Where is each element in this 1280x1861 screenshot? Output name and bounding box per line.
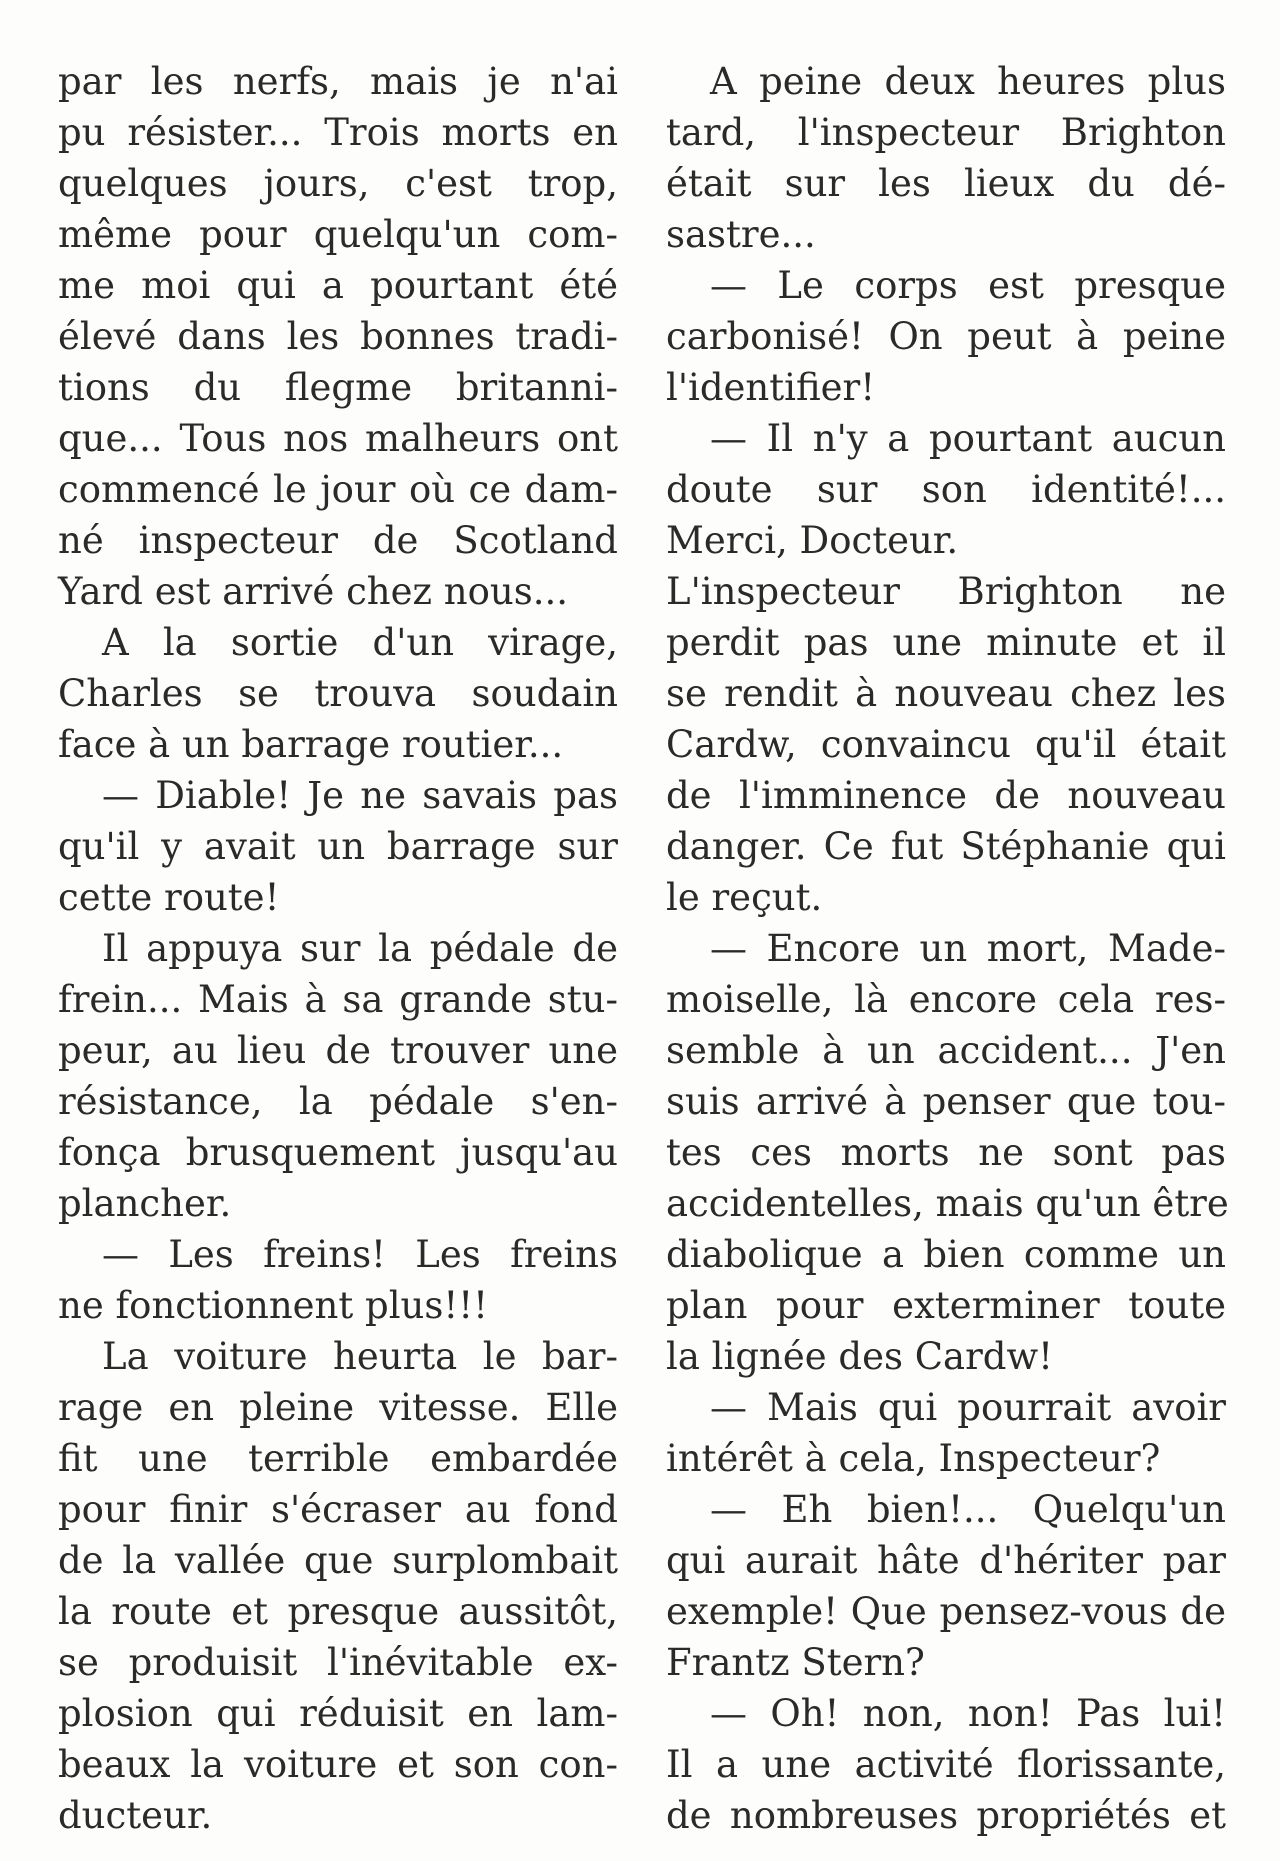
text-line: A la sortie d'un virage, <box>102 621 618 664</box>
text-line: diabolique a bien comme un <box>666 1233 1226 1276</box>
text-line: moiselle, là encore cela res- <box>666 978 1226 1021</box>
text-line: La voiture heurta le bar- <box>102 1335 618 1378</box>
text-line: quelques jours, c'est trop, <box>58 162 618 205</box>
text-line: beaux la voiture et son con- <box>58 1743 618 1786</box>
text-line: — Eh bien!... Quelqu'un <box>710 1488 1226 1531</box>
text-line: de nombreuses propriétés et <box>666 1794 1226 1837</box>
text-line: — Encore un mort, Made- <box>710 927 1226 970</box>
text-line: Merci, Docteur. <box>666 519 959 562</box>
text-line: carbonisé! On peut à peine <box>666 315 1226 358</box>
text-line: commencé le jour où ce dam- <box>58 468 618 511</box>
text-line: était sur les lieux du dé- <box>666 162 1226 205</box>
text-line: frein... Mais à sa grande stu- <box>58 978 618 1021</box>
text-line: Yard est arrivé chez nous... <box>58 570 568 613</box>
right-column <box>666 56 1229 1841</box>
text-line: danger. Ce fut Stéphanie qui <box>666 825 1226 868</box>
text-line: perdit pas une minute et il <box>666 621 1226 664</box>
text-line: L'inspecteur Brighton ne <box>666 570 1226 613</box>
text-line: qu'il y avait un barrage sur <box>58 825 618 868</box>
text-line: — Mais qui pourrait avoir <box>710 1386 1226 1429</box>
text-line: de la vallée que surplombait <box>58 1539 618 1582</box>
text-line: peur, au lieu de trouver une <box>58 1029 618 1072</box>
text-line: pour finir s'écraser au fond <box>58 1488 618 1531</box>
text-line: se produisit l'inévitable ex- <box>58 1641 618 1684</box>
text-line: qui aurait hâte d'hériter par <box>666 1539 1226 1582</box>
text-line: me moi qui a pourtant été <box>58 264 618 307</box>
text-line: se rendit à nouveau chez les <box>666 672 1226 715</box>
text-line: élevé dans les bonnes tradi- <box>58 315 618 358</box>
text-line: la lignée des Cardw! <box>666 1335 1054 1378</box>
text-line: tions du flegme britanni- <box>58 366 618 409</box>
text-line: Il a une activité florissante, <box>666 1743 1226 1786</box>
text-line: — Il n'y a pourtant aucun <box>710 417 1226 460</box>
text-line: ne fonctionnent plus!!! <box>58 1284 488 1327</box>
text-line: l'identifier! <box>666 366 876 409</box>
text-line: résistance, la pédale s'en- <box>58 1080 618 1123</box>
text-line: plosion qui réduisit en lam- <box>58 1692 618 1735</box>
text-line: que... Tous nos malheurs ont <box>58 417 618 460</box>
text-line: fit une terrible embardée <box>58 1437 618 1480</box>
text-line: de l'imminence de nouveau <box>666 774 1226 817</box>
text-line: — Diable! Je ne savais pas <box>102 774 618 817</box>
text-line: plancher. <box>58 1182 232 1225</box>
text-line: — Le corps est presque <box>710 264 1226 307</box>
text-line: par les nerfs, mais je n'ai <box>58 60 618 103</box>
text-line: tes ces morts ne sont pas <box>666 1131 1226 1174</box>
text-line: fonça brusquement jusqu'au <box>58 1131 618 1174</box>
text-line: pu résister... Trois morts en <box>58 111 618 154</box>
text-line: Frantz Stern? <box>666 1641 925 1684</box>
text-line: face à un barrage routier... <box>58 723 564 766</box>
text-line: accidentelles, mais qu'un être <box>666 1182 1229 1225</box>
text-line: — Les freins! Les freins <box>102 1233 618 1276</box>
text-line: Cardw, convaincu qu'il était <box>666 723 1226 766</box>
text-line: même pour quelqu'un com- <box>58 213 618 256</box>
text-line: doute sur son identité!... <box>666 468 1226 511</box>
left-column <box>58 56 618 1841</box>
text-line: Charles se trouva soudain <box>58 672 618 715</box>
text-line: plan pour exterminer toute <box>666 1284 1226 1327</box>
text-line: Il appuya sur la pédale de <box>102 927 618 970</box>
text-line: le reçut. <box>666 876 823 919</box>
text-line: semble à un accident... J'en <box>666 1029 1226 1072</box>
text-line: ducteur. <box>58 1794 213 1837</box>
text-line: A peine deux heures plus <box>710 60 1226 103</box>
text-line: cette route! <box>58 876 280 919</box>
text-line: sastre... <box>666 213 816 256</box>
text-line: intérêt à cela, Inspecteur? <box>666 1437 1161 1480</box>
text-line: né inspecteur de Scotland <box>58 519 618 562</box>
text-line: tard, l'inspecteur Brighton <box>666 111 1226 154</box>
text-line: suis arrivé à penser que tou- <box>666 1080 1226 1123</box>
text-line: rage en pleine vitesse. Elle <box>58 1386 618 1429</box>
text-line: la route et presque aussitôt, <box>58 1590 618 1633</box>
text-line: exemple! Que pensez-vous de <box>666 1590 1226 1633</box>
text-line: — Oh! non, non! Pas lui! <box>710 1692 1226 1735</box>
